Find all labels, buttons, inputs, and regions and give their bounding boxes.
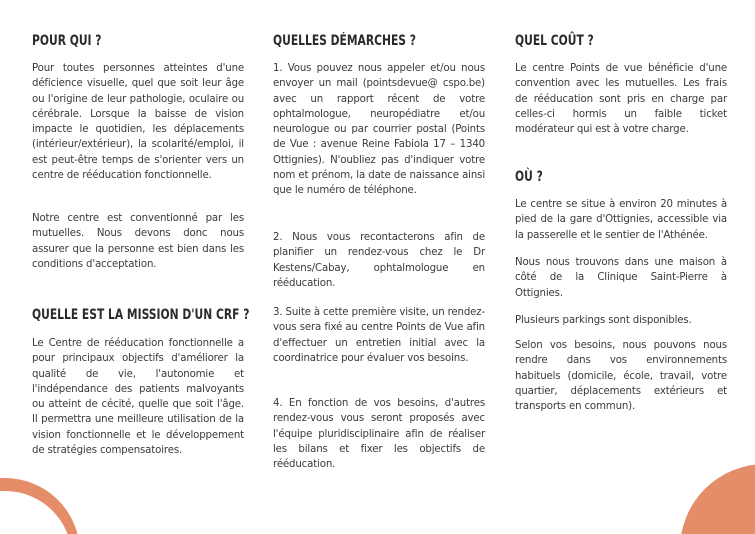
heading-ou: OÙ ? xyxy=(515,169,543,185)
paragraph-step-4: 4. En fonction de vos besoins, d'autres rendez-vous vous seront proposés avec l'équipe pluridisciplinaire afin de réaliser les bilans et fixer les objectifs de rééducation. xyxy=(273,398,485,471)
heading-mission-crf: QUELLE EST LA MISSION D'UN CRF ? xyxy=(32,307,250,323)
paragraph-pour-qui: Pour toutes personnes atteintes d'une déficience visuelle, quel que soit leur âge ou l'origine de leur pathologie, oculaire ou cérébrale. Lorsque la baisse de vision impacte le quotidien, les déplacements (intérieur/extérieur), la scolarité/emploi, il est peut-être temps de s'orienter vers un centre de rééducation fonctionnelle. xyxy=(32,63,244,182)
paragraph-environnements: Selon vos besoins, nous pouvons nous rendre dans vos environnements habituels (domicile, école, travail, votre quartier, déplacements extérieurs et transports en commun). xyxy=(515,340,727,413)
paragraph-cout: Le centre Points de vue bénéficie d'une convention avec les mutuelles. Les frais de rééducation sont pris en charge par celles-ci hormis un faible ticket modérateur qui est à votre charge. xyxy=(515,63,727,136)
heading-demarches: QUELLES DÉMARCHES ? xyxy=(273,33,416,49)
decorative-circle-right xyxy=(680,464,755,534)
paragraph-situation: Le centre se situe à environ 20 minutes à pied de la gare d'Ottignies, accessible via la passerelle et le sentier de l'Athénée. xyxy=(515,199,727,241)
paragraph-step-2: 2. Nous vous recontacterons afin de planifier un rendez-vous chez le Dr Kestens/Cabay, ophtalmologue en rééducation. xyxy=(273,232,485,289)
heading-pour-qui: POUR QUI ? xyxy=(32,33,102,49)
paragraph-maison: Nous nous trouvons dans une maison à côté de la Clinique Saint-Pierre à Ottignies. xyxy=(515,257,727,299)
paragraph-convention: Notre centre est conventionné par les mutuelles. Nous devons donc nous assurer que la personne est bien dans les conditions d'acceptation. xyxy=(32,213,244,270)
paragraph-step-3: 3. Suite à cette première visite, un rendez-vous sera fixé au centre Points de Vue afin d'effectuer un entretien initial avec la coordinatrice pour évaluer vos besoins. xyxy=(273,307,485,364)
paragraph-step-1: 1. Vous pouvez nous appeler et/ou nous envoyer un mail (pointsdevue@ cspo.be) avec un rapport récent de votre ophtalmologue, neuropédiatre et/ou neurologue ou par courrier postal (Points de Vue : avenue Reine Fabiola 17 – 1340 Ottignies). N'oubliez pas d'indiquer votre nom et prénom, la date de naissance ainsi que le numéro de téléphone. xyxy=(273,63,485,197)
paragraph-mission: Le Centre de rééducation fonctionnelle a pour principaux objectifs d'améliorer la qualité de vie, l'autonomie et l'indépendance des patients malvoyants ou atteint de cécité, quelle que soit l'âge. Il permettra une meilleure utilisation de la vision fonctionnelle et le développement de stratégies compensatoires. xyxy=(32,338,244,457)
paragraph-parkings: Plusieurs parkings sont disponibles. xyxy=(515,315,692,326)
heading-quel-cout: QUEL COÛT ? xyxy=(515,33,594,49)
